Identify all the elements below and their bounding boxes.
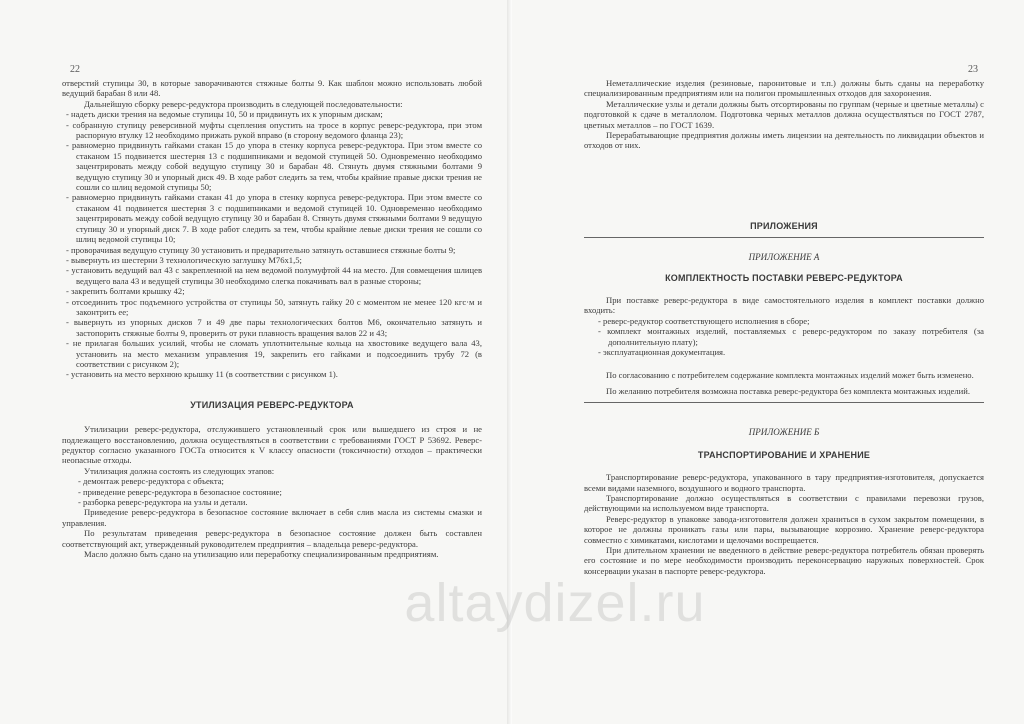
list-item: - эксплуатационная документация. [594, 347, 984, 357]
list-item: - проворачивая ведущую ступицу 30 установить и предварительно затянуть оставшиеся стяжные болты 9; [62, 245, 482, 255]
disposal-paragraph-5: Масло должно быть сдано на утилизацию или переработку специализированным предприятиям. [84, 549, 439, 560]
divider [584, 402, 984, 403]
page-number-right: 23 [968, 64, 978, 75]
appendix-b-label: ПРИЛОЖЕНИЕ Б [748, 427, 820, 438]
list-item: - разборка реверс-редуктора на узлы и детали. [74, 497, 482, 507]
disposal-paragraph-4: По результатам приведения реверс-редуктора в безопасное состояние должен быть составлен соответствующий акт, утвержденный руководителем предприятия – владельца реверс-редуктора. [62, 528, 482, 549]
list-item: - демонтаж реверс-редуктора с объекта; [74, 476, 482, 486]
list-item: - приведение реверс-редуктора в безопасное состояние; [74, 487, 482, 497]
appendix-b-paragraph-3: Реверс-редуктор в упаковке завода-изготовителя должен храниться в сухом закрытом помещении, в которое не должны проникать газы или пары, вызывающие коррозию. Хранение реверс-редуктора совместно с химикатами, кислотами и щелочами воспрещается. [584, 513, 984, 545]
right-top-paragraph-3: Перерабатывающие предприятия должны иметь лицензии на деятельность по ликвидации объектов и отходов от них. [584, 130, 984, 151]
appendix-b-paragraph-2: Транспортирование должно осуществляться в соответствии с правилами перевозки грузов, действующими на используемом виде транспорта. [584, 492, 984, 514]
list-item: - закрепить болтами крышку 42; [62, 286, 482, 296]
appendix-a-paragraph-2: По согласованию с потребителем содержание комплекта монтажных изделий может быть изменено. [606, 369, 974, 380]
disposal-section-title: УТИЛИЗАЦИЯ РЕВЕРС-РЕДУКТОРА [190, 399, 354, 410]
appendix-a-list [584, 316, 984, 358]
list-item: - равномерно придвинуть гайками стакан 15 до упора в стенку корпуса реверс-редуктора. При этом вместе со стаканом 15 подвинется шестерня 13 с подшипниками и ведомой ступицей 50. Одновременно необходимо зацентрировать между собой ведущую ступицу 30 и барабан 48. Стянуть двумя стяжными болтами 9 ведущую ступицу 30 и упорный диск 49. В ходе работ следить за тем, чтобы крайние правые диски трения не сошли со шлиц ведомой ступицы 50; [62, 140, 482, 192]
appendix-b-title: ТРАНСПОРТИРОВАНИЕ И ХРАНЕНИЕ [697, 449, 871, 460]
list-item: - вывернуть из упорных дисков 7 и 49 две пары технологических болтов М6, окончательно затянуть и застопорить стяжные болты 9, проверить от руки плавность вращения валов 22 и 43; [62, 317, 482, 338]
list-item: - реверс-редуктор соответствующего исполнения в сборе; [594, 316, 984, 326]
right-top-paragraph-1: Неметаллические изделия (резиновые, паронитовые и т.п.) должны быть сданы на переработку специализированным предприятиям или на полигон промышленных отходов для захоронения. [584, 78, 984, 99]
list-item: - не прилагая больших усилий, чтобы не сломать уплотнительные кольца на хвостовике ведущего вала 43, установить на место механизм управления 19, закрепить его гайками и подсоединить трубу 72 (в соответствии с рисунком 2); [62, 338, 482, 369]
appendix-a-title: КОМПЛЕКТНОСТЬ ПОСТАВКИ РЕВЕРС-РЕДУКТОРА [665, 272, 903, 283]
list-item: - равномерно придвинуть гайками стакан 41 до упора в стенку корпуса реверс-редуктора. При этом вместе со стаканом 41 подвинется шестерня 3 с подшипниками и ведомой ступицей 10. Одновременно необходимо зацентрировать между собой ведущую ступицу 30 и барабан 8. Стянуть двумя стяжными болтами 9 ведущую ступицу 30 и упорный диск 7. В ходе работ следить за тем, чтобы крайние левые диски трения не сошли со шлиц ведомой ступицы 10; [62, 192, 482, 244]
appendix-b-paragraph-4: При длительном хранении не введенного в действие реверс-редуктора потребитель обязан проверять его состояние и по мере необходимости производить переконсервацию наружных поверхностей. Срок консервации указан в паспорте реверс-редуктора. [584, 544, 984, 576]
disposal-paragraph-2: Утилизация должна состоять из следующих этапов: [84, 465, 275, 476]
disposal-paragraph-3: Приведение реверс-редуктора в безопасное состояние включает в себя слив масла из системы смазки и управления. [62, 507, 482, 528]
list-item: - установить на место верхнюю крышку 11 (в соответствии с рисунком 1). [62, 369, 482, 379]
appendix-b-paragraph-1: Транспортирование реверс-редуктора, упакованного в тару предприятия-изготовителя, допускается всеми видами наземного, воздушного и водного транспорта. [584, 472, 984, 493]
right-top-paragraph-2: Металлические узлы и детали должны быть отсортированы по группам (черные и цветные металлы) с подготовкой к сдаче в металлолом. Подготовка черных металлов должна осуществляться по ГОСТ 2787, цветных металлов – по ГОСТ 1639. [584, 98, 984, 130]
list-item: - комплект монтажных изделий, поставляемых с реверс-редуктором по заказу потребителя (за дополнительную плату); [594, 326, 984, 347]
list-item: - установить ведущий вал 43 с закрепленной на нем ведомой полумуфтой 44 на место. Для совмещения шлицев ведущего вала 43 и ведущей ступицы 30 необходимо слегка покачивать вал в разные стороны; [62, 265, 482, 286]
appendix-a-label: ПРИЛОЖЕНИЕ А [748, 252, 820, 263]
appendix-a-paragraph-1: При поставке реверс-редуктора в виде самостоятельного изделия в комплект поставки должно входить: [584, 295, 984, 316]
list-item: - отсоединить трос подъемного устройства от ступицы 50, затянуть гайку 20 с моментом не менее 120 кгс·м и законтрить ее; [62, 297, 482, 318]
left-top-paragraph-1: отверстий ступицы 30, в которые заворачиваются стяжные болты 9. Как шаблон можно использовать любой ведущий барабан 8 или 48. [62, 78, 482, 99]
disposal-paragraph-1: Утилизации реверс-редуктора, отслужившего установленный срок или вышедшего из строя и не подлежащего восстановлению, должна осуществляться в соответствии с требованиями ГОСТ Р 53692. Реверс-редуктор согласно указанного ГОСТа относится к V классу опасности (токсичности) отходов – практически неопасные отходы. [62, 424, 482, 466]
page-number-left: 22 [70, 64, 80, 75]
disposal-steps-list [62, 476, 482, 507]
list-item: - надеть диски трения на ведомые ступицы 10, 50 и придвинуть их к упорным дискам; [62, 109, 482, 119]
appendices-title: ПРИЛОЖЕНИЯ [750, 220, 818, 231]
appendix-a-paragraph-3: По желанию потребителя возможна поставка реверс-редуктора без комплекта монтажных изделий. [606, 385, 970, 396]
list-item: - вывернуть из шестерни 3 технологическую заглушку М76х1,5; [62, 255, 482, 265]
assembly-steps-list [62, 109, 482, 380]
left-top-paragraph-2: Дальнейшую сборку реверс-редуктора производить в следующей последовательности: [84, 98, 403, 109]
right-page [512, 0, 1024, 724]
list-item: - собранную ступицу реверсивной муфты сцепления опустить на тросе в корпус реверс-редуктора, при этом распорную втулку 12 необходимо прижать рукой вправо (в сторону ведомого фланца 23); [62, 120, 482, 141]
divider [584, 237, 984, 238]
